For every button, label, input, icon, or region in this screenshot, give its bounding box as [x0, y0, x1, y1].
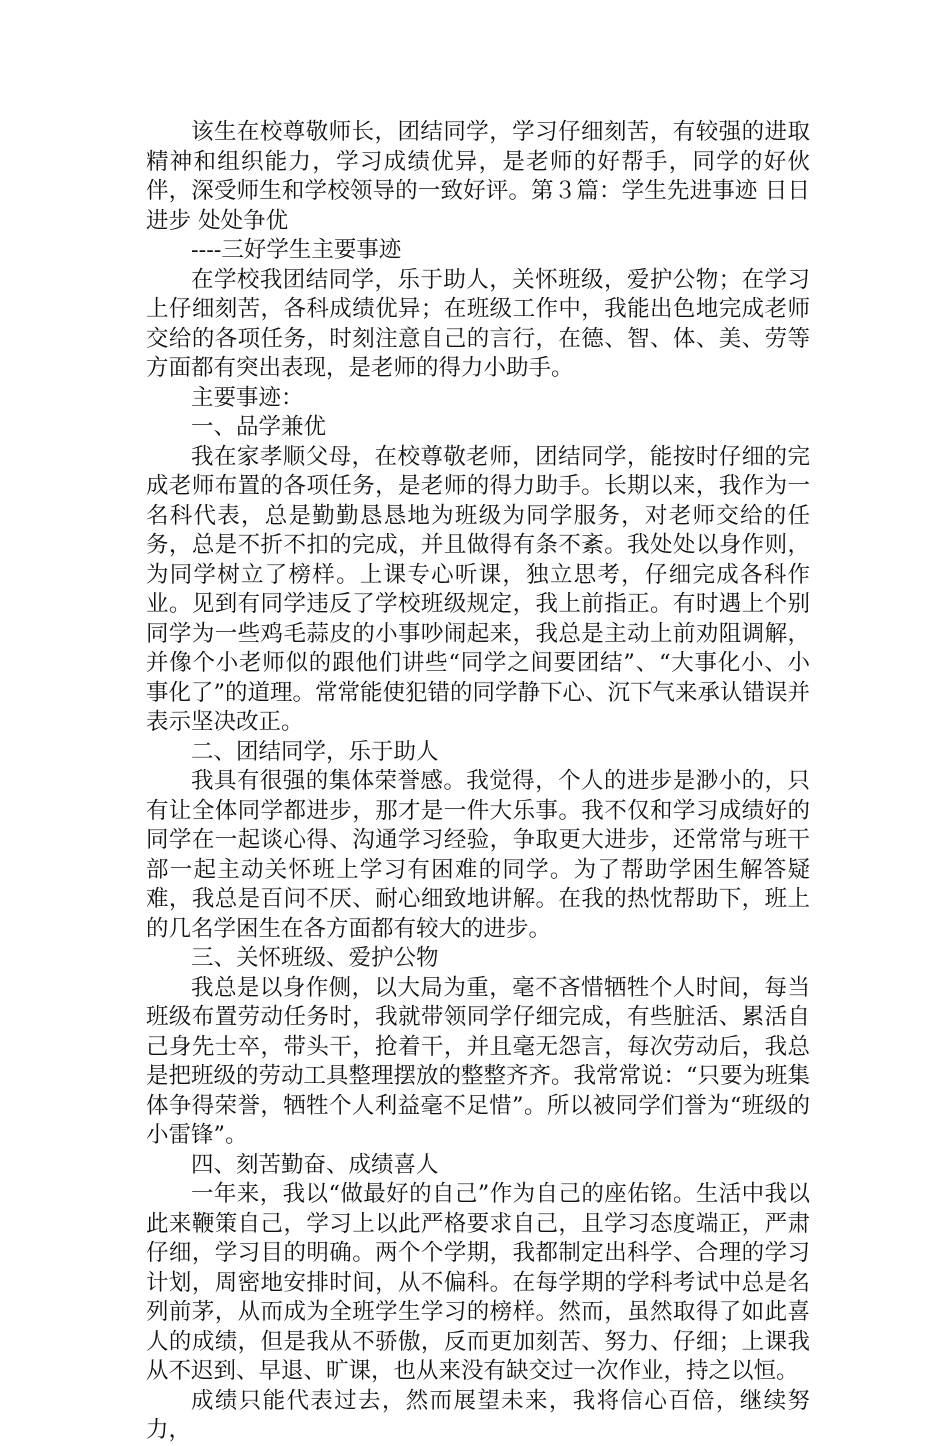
heading-section-3: 三、关怀班级、爱护公物 [191, 945, 439, 971]
document-body [146, 118, 810, 1446]
paragraph-intro: 该生在校尊敬师长，团结同学，学习仔细刻苦，有较强的进取精神和组织能力，学习成绩优异，是老师的好帮手，同学的好伙伴，深受师生和学校领导的一致好评。第３篇：学生先进事迹 日日进步 处处争优 [146, 119, 810, 234]
heading-section-2: 二、团结同学，乐于助人 [191, 738, 439, 765]
paragraph-summary: 在学校我团结同学，乐于助人，关怀班级，爱护公物；在学习上仔细刻苦，各科成绩优异；在班级工作中，我能出色地完成老师交给的各项任务，时刻注意自己的言行，在德、智、体、美、劳等方面都有突出表现，是老师的得力小助手。 [146, 266, 810, 381]
paragraph-closing: 成绩只能代表过去，然而展望未来，我将信心百倍，继续努力， [146, 1387, 810, 1443]
paragraph-section-4: 一年来，我以“做最好的自己”作为自己的座佑铭。生活中我以此来鞭策自己，学习上以此严格要求自己，且学习态度端正，严肃仔细，学习目的明确。两个个学期，我都制定出科学、合理的学习计划，周密地安排时间，从不偏科。在每学期的学科考试中总是名列前茅，从而成为全班学生学习的榜样。然而，虽然取得了如此喜人的成绩，但是我从不骄傲，反而更加刻苦、努力、仔细；上课我从不迟到、早退、旷课，也从来没有缺交过一次作业，持之以恒。 [146, 1181, 810, 1384]
heading-main-deeds: 主要事迹： [191, 384, 304, 411]
paragraph-section-2: 我具有很强的集体荣誉感。我觉得，个人的进步是渺小的，只有让全体同学都进步，那才是一件大乐事。我不仅和学习成绩好的同学在一起谈心得、沟通学习经验，争取更大进步，还常常与班干部一起主动关怀班上学习有困难的同学。为了帮助学困生解答疑难，我总是百问不厌、耐心细致地讲解。在我的热忱帮助下，班上的几名学困生在各方面都有较大的进步。 [146, 768, 810, 942]
paragraph-section-1: 我在家孝顺父母，在校尊敬老师，团结同学，能按时仔细的完成老师布置的各项任务，是老师的得力助手。长期以来，我作为一名科代表，总是勤勤恳恳地为班级为同学服务，对老师交给的任务，总是不折不扣的完成，并且做得有条不紊。我处处以身作则，为同学树立了榜样。上课专心听课，独立思考，仔细完成各科作业。见到有同学违反了学校班级规定，我上前指正。有时遇上个别同学为一些鸡毛蒜皮的小事吵闹起来，我总是主动上前劝阻调解，并像个小老师似的跟他们讲些“同学之间要团结”、“大事化小、小事化了”的道理。常常能使犯错的同学静下心、沉下气来承认错误并表示坚决改正。 [146, 443, 811, 735]
heading-section-1: 一、品学兼优 [191, 414, 327, 440]
heading-main-deeds-title: ----三好学生主要事迹 [191, 237, 402, 263]
paragraph-section-3: 我总是以身作侧，以大局为重，毫不吝惜牺牲个人时间，每当班级布置劳动任务时，我就带领同学仔细完成，有些脏活、累活自己身先士卒，带头干，抢着干，并且毫无怨言，每次劳动后，我总是把班级的劳动工具整理摆放的整整齐齐。我常常说：“只要为班集体争得荣誉，牺牲个人利益毫不足惜”。所以被同学们誉为“班级的小雷锋”。 [146, 974, 811, 1148]
heading-section-4: 四、刻苦勤奋、成绩喜人 [191, 1151, 439, 1178]
